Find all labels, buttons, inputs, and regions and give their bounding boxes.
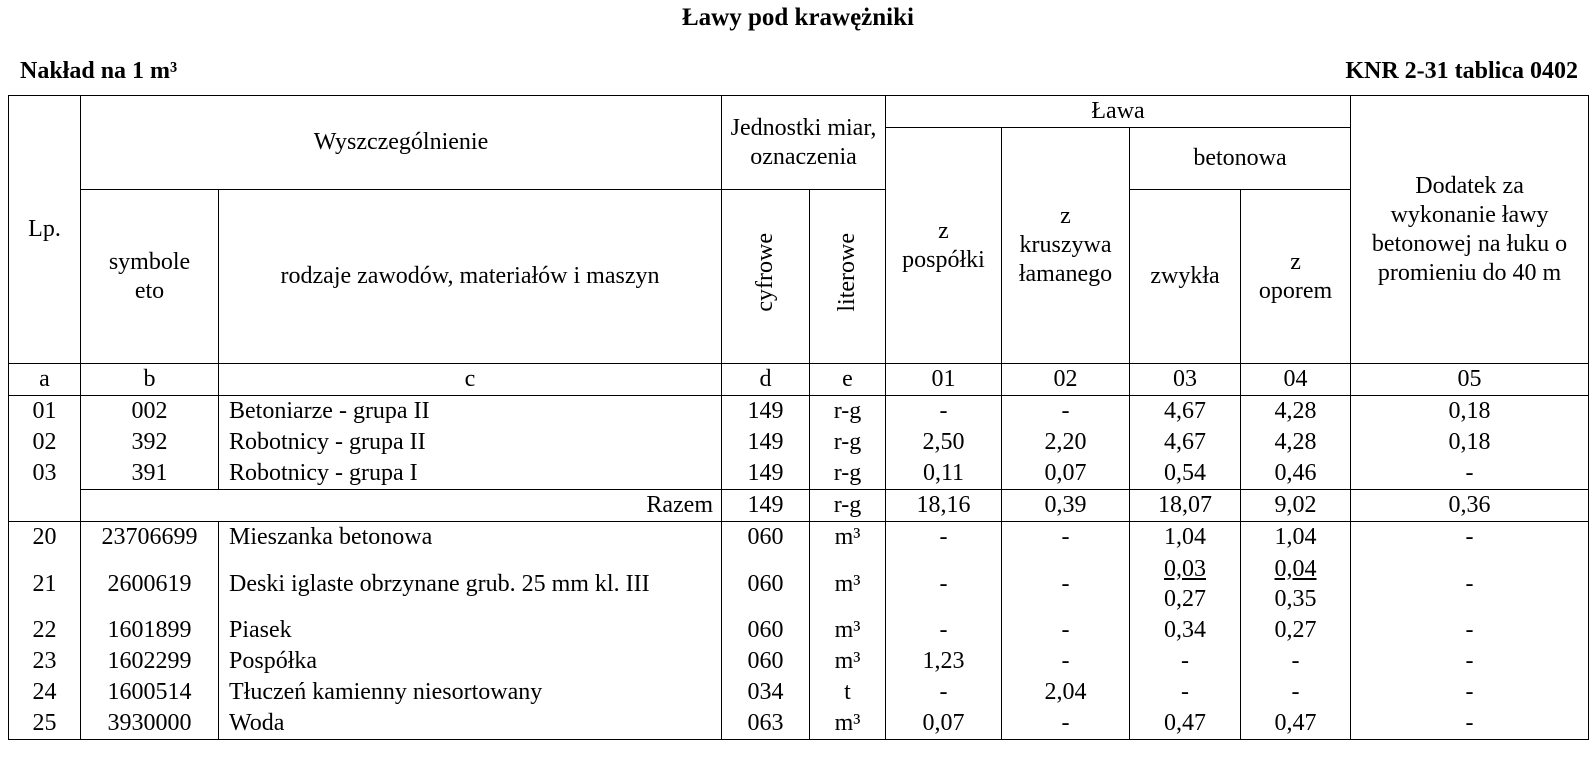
cell-name: Tłuczeń kamienny niesortowany: [219, 677, 722, 708]
cell-value-05: -: [1351, 646, 1589, 677]
total-row: [9, 490, 1589, 522]
header-kruszywa: z kruszywa łamanego: [1002, 128, 1130, 364]
col-code-e: e: [810, 364, 886, 396]
cell-value-03: 4,67: [1130, 396, 1241, 428]
cell-value-05: -: [1351, 522, 1589, 554]
total-value-03: 18,07: [1130, 490, 1241, 522]
cell-value-04: 4,28: [1241, 396, 1351, 428]
col-code-a: a: [9, 364, 81, 396]
cell-lp: 01: [9, 396, 81, 428]
cell-symbol: 391: [81, 458, 219, 490]
total-value-04: 9,02: [1241, 490, 1351, 522]
cell-symbol: 392: [81, 427, 219, 458]
cell-unit-letter: m³: [810, 522, 886, 554]
col-code-05: 05: [1351, 364, 1589, 396]
cell-unit-code: 149: [722, 396, 810, 428]
header-dodatek: Dodatek za wykonanie ławy betonowej na łuku o promieniu do 40 m: [1351, 96, 1589, 364]
cell-value-01: -: [886, 396, 1002, 428]
cell-name: Betoniarze - grupa II: [219, 396, 722, 428]
cell-symbol: 23706699: [81, 522, 219, 554]
header-zwykla: zwykła: [1130, 190, 1241, 364]
cell-lp: 23: [9, 646, 81, 677]
cell-name: Woda: [219, 708, 722, 740]
cell-unit-code: 060: [722, 646, 810, 677]
header-symbols: symbole eto: [81, 190, 219, 364]
cell-value-01: 0,11: [886, 458, 1002, 490]
cell-lp: 20: [9, 522, 81, 554]
cell-unit-letter: m³: [810, 646, 886, 677]
cell-symbol: 002: [81, 396, 219, 428]
col-code-01: 01: [886, 364, 1002, 396]
header-letter-cell: [810, 190, 886, 364]
total-value-01: 18,16: [886, 490, 1002, 522]
cell-unit-code: 063: [722, 708, 810, 740]
cell-value-01: 2,50: [886, 427, 1002, 458]
cell-value-05: -: [1351, 708, 1589, 740]
cell-unit-letter: r-g: [810, 458, 886, 490]
col-code-b: b: [81, 364, 219, 396]
col-code-04: 04: [1241, 364, 1351, 396]
table-row: [9, 396, 1589, 428]
cell-unit-letter: t: [810, 677, 886, 708]
total-value-05: 0,36: [1351, 490, 1589, 522]
cell-value-03: 0,47: [1130, 708, 1241, 740]
fraction-denominator: 0,27: [1164, 585, 1206, 612]
cell-value-01: 0,07: [886, 708, 1002, 740]
cell-unit-letter: r-g: [810, 427, 886, 458]
norm-table: [8, 95, 1589, 740]
header-units: Jednostki miar, oznaczenia: [722, 96, 886, 190]
cell-value-04: 0,46: [1241, 458, 1351, 490]
col-code-02: 02: [1002, 364, 1130, 396]
cell-unit-letter: m³: [810, 615, 886, 646]
header-letter: literowe: [834, 233, 860, 312]
cell-value-01: -: [886, 553, 1002, 615]
cell-name: Piasek: [219, 615, 722, 646]
total-unit-letter: r-g: [810, 490, 886, 522]
cell-value-02: 2,20: [1002, 427, 1130, 458]
total-value-02: 0,39: [1002, 490, 1130, 522]
table-row: [9, 615, 1589, 646]
page-title: Ławy pod krawężniki: [682, 4, 914, 31]
col-code-c: c: [219, 364, 722, 396]
cell-name: Robotnicy - grupa II: [219, 427, 722, 458]
cell-unit-code: 149: [722, 427, 810, 458]
header-lawa: Ława: [886, 96, 1351, 128]
cell-name: Deski iglaste obrzynane grub. 25 mm kl. III: [219, 553, 722, 615]
fraction-denominator: 0,35: [1274, 585, 1317, 612]
cell-unit-code: 034: [722, 677, 810, 708]
cell-symbol: 3930000: [81, 708, 219, 740]
cell-value-03-fraction: [1130, 553, 1241, 615]
cell-value-05: 0,18: [1351, 396, 1589, 428]
cell-value-01: -: [886, 615, 1002, 646]
cell-value-04: -: [1241, 646, 1351, 677]
cell-lp: 21: [9, 553, 81, 615]
table-row: [9, 708, 1589, 740]
cell-value-01: -: [886, 522, 1002, 554]
cell-name: Mieszanka betonowa: [219, 522, 722, 554]
cell-value-04-fraction: [1241, 553, 1351, 615]
table-row: [9, 522, 1589, 554]
cell-value-04: 4,28: [1241, 427, 1351, 458]
cell-value-05: 0,18: [1351, 427, 1589, 458]
cell-unit-letter: m³: [810, 708, 886, 740]
cell-value-02: 2,04: [1002, 677, 1130, 708]
cell-value-05: -: [1351, 615, 1589, 646]
table-row: [9, 646, 1589, 677]
cell-lp-empty: [9, 490, 81, 522]
cell-lp: 02: [9, 427, 81, 458]
cell-unit-code: 060: [722, 522, 810, 554]
header-numeric-cell: [722, 190, 810, 364]
cell-value-01: 1,23: [886, 646, 1002, 677]
cell-value-03: 4,67: [1130, 427, 1241, 458]
cell-name: Pospółka: [219, 646, 722, 677]
header-oporem: z oporem: [1241, 190, 1351, 364]
cell-value-02: 0,07: [1002, 458, 1130, 490]
cell-unit-code: 149: [722, 458, 810, 490]
cell-value-05: -: [1351, 458, 1589, 490]
cell-value-05: -: [1351, 677, 1589, 708]
cell-value-03: -: [1130, 646, 1241, 677]
cell-value-02: -: [1002, 553, 1130, 615]
unit-label: Nakład na 1 m³: [20, 58, 178, 84]
cell-value-04: 1,04: [1241, 522, 1351, 554]
cell-lp: 24: [9, 677, 81, 708]
cell-symbol: 1601899: [81, 615, 219, 646]
cell-unit-code: 060: [722, 553, 810, 615]
cell-lp: 22: [9, 615, 81, 646]
total-label: Razem: [81, 490, 722, 522]
header-pospolki: z pospółki: [886, 128, 1002, 364]
table-row: [9, 458, 1589, 490]
cell-value-03: 0,54: [1130, 458, 1241, 490]
table-row: [9, 427, 1589, 458]
cell-value-02: -: [1002, 708, 1130, 740]
cell-value-03: -: [1130, 677, 1241, 708]
cell-value-02: -: [1002, 646, 1130, 677]
cell-lp: 03: [9, 458, 81, 490]
header-spec: Wyszczególnienie: [81, 96, 722, 190]
cell-unit-code: 060: [722, 615, 810, 646]
header-lp: Lp.: [9, 96, 81, 364]
cell-value-04: 0,27: [1241, 615, 1351, 646]
cell-name: Robotnicy - grupa I: [219, 458, 722, 490]
col-code-d: d: [722, 364, 810, 396]
cell-value-03: 0,34: [1130, 615, 1241, 646]
fraction-numerator: 0,04: [1274, 555, 1317, 582]
catalog-reference: KNR 2-31 tablica 0402: [1345, 58, 1578, 84]
cell-symbol: 1600514: [81, 677, 219, 708]
table-row: [9, 553, 1589, 615]
total-unit-code: 149: [722, 490, 810, 522]
cell-value-04: -: [1241, 677, 1351, 708]
cell-value-02: -: [1002, 396, 1130, 428]
fraction-numerator: 0,03: [1164, 555, 1206, 582]
cell-value-04: 0,47: [1241, 708, 1351, 740]
table-row: [9, 677, 1589, 708]
cell-value-05: -: [1351, 553, 1589, 615]
cell-unit-letter: m³: [810, 553, 886, 615]
cell-value-02: -: [1002, 522, 1130, 554]
cell-value-03: 1,04: [1130, 522, 1241, 554]
cell-value-01: -: [886, 677, 1002, 708]
header-betonowa: betonowa: [1130, 128, 1351, 190]
cell-symbol: 1602299: [81, 646, 219, 677]
cell-symbol: 2600619: [81, 553, 219, 615]
header-numeric: cyfrowe: [752, 233, 778, 312]
col-code-03: 03: [1130, 364, 1241, 396]
cell-lp: 25: [9, 708, 81, 740]
cell-unit-letter: r-g: [810, 396, 886, 428]
cell-value-02: -: [1002, 615, 1130, 646]
header-kinds: rodzaje zawodów, materiałów i maszyn: [219, 190, 722, 364]
